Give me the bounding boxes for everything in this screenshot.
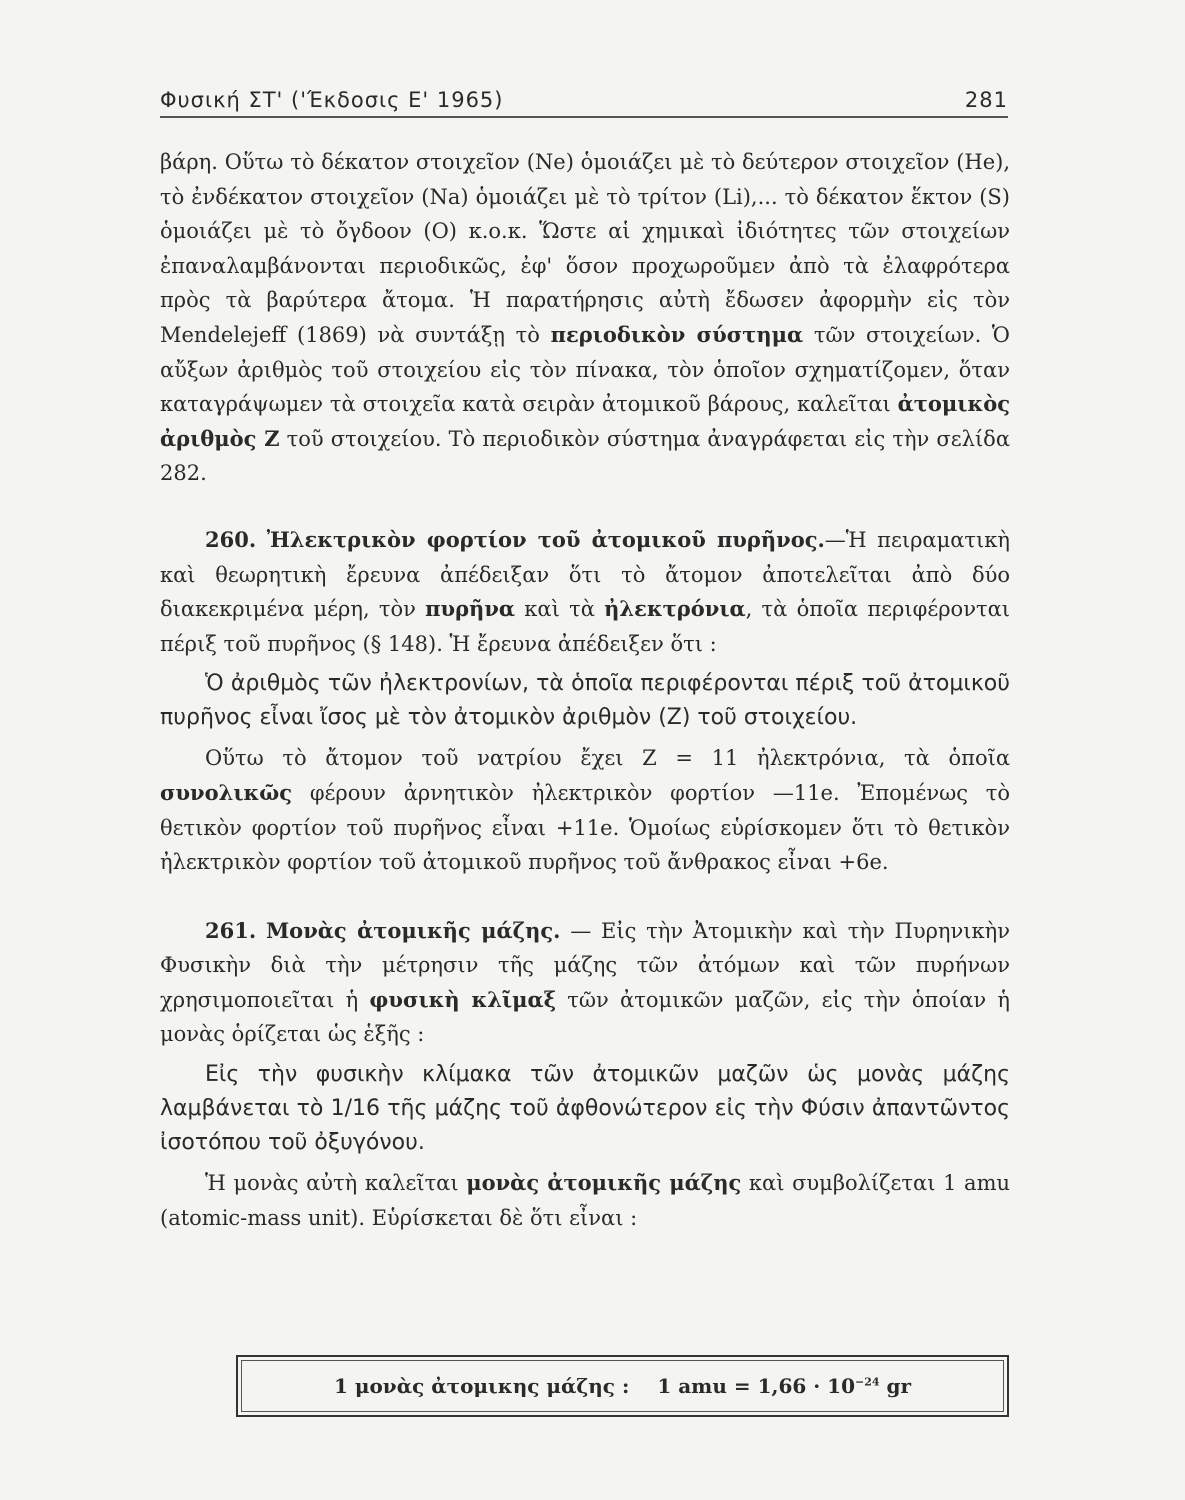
section-261-intro (160, 914, 1010, 1052)
term-amu: μονὰς ἀτομικῆς μάζης (466, 1170, 742, 1196)
formula-box (236, 1355, 1009, 1417)
term-total: συνολικῶς (160, 779, 293, 805)
text-run: , τὰ ὁποῖα περιφέρονται πέριξ τοῦ πυρῆνος (§ 148). Ἡ ἔρευνα ἀπέδειξεν ὅτι : (160, 597, 1010, 656)
text-run: καὶ τὰ (515, 597, 605, 622)
page-number: 281 (964, 88, 1008, 112)
section-title: Μονὰς ἀτομικῆς μάζης. (265, 917, 561, 943)
section-260-rule: Ὁ ἀριθμὸς τῶν ἠλεκτρονίων, τὰ ὁποῖα περιφέρονται πέριξ τοῦ ἀτομικοῦ πυρῆνος εἶναι ἴσος μὲ τὸν ἀτομικὸν ἀριθμὸν (Z) τοῦ στοιχείου. (160, 671, 1010, 731)
running-header (160, 78, 1008, 118)
formula-expr: 1 amu = 1,66 · 10 (657, 1374, 855, 1398)
text-run: Ἡ μονὰς αὐτὴ καλεῖται (205, 1171, 467, 1196)
text-run: — Εἰς τὴν Ἀτομικὴν καὶ τὴν Πυρηνικὴν Φυσικὴν διὰ τὴν μέτρησιν τῆς μάζης τῶν ἀτόμων καὶ τῶν πυρήνων χρησιμοποιεῖται ἡ (160, 918, 1010, 1012)
formula-unit: gr (886, 1374, 912, 1398)
text-run: τῶν ἀτομικῶν μαζῶν, εἰς τὴν ὁποίαν ἡ μονὰς ὁρίζεται ὡς ἑξῆς : (160, 987, 1010, 1047)
paragraph-periodic-system (160, 145, 1010, 491)
term-atomic-number: ἀτομικὸς ἀριθμὸς Z (160, 391, 1010, 451)
text-run: φέρουν ἀρνητικὸν ἠλεκτρικὸν φορτίον —11e. Ἐπομένως τὸ θετικὸν φορτίον τοῦ πυρῆνος εἶναι +11e. Ὁμοίως εὑρίσκομεν ὅτι τὸ θετικὸν ἠλεκτρικὸν φορτίον τοῦ ἀτομικοῦ πυρῆνος τοῦ ἄνθρακος εἶναι +6e. (160, 780, 1010, 875)
section-261-rule: Εἰς τὴν φυσικὴν κλίμακα τῶν ἀτομικῶν μαζῶν ὡς μονὰς μάζης λαμβάνεται τὸ 1/16 τῆς μάζης τοῦ ἀφθονώτερον εἰς τὴν Φύσιν ἀπαντῶντος ἰσοτόπου τοῦ ὀξυγόνου. (160, 1062, 1010, 1156)
section-number: 261. (205, 917, 257, 943)
section-title: Ἠλεκτρικὸν φορτίον τοῦ ἀτομικοῦ πυρῆνος. (266, 526, 825, 552)
header-title: Φυσική ΣΤ' ('Έκδοσις Ε' 1965) (160, 88, 504, 112)
body-text (160, 145, 1010, 1235)
text-run: —Ἡ πειραματικὴ καὶ θεωρητικὴ ἔρευνα ἀπέδειξαν ὅτι τὸ ἄτομον ἀποτελεῖται ἀπὸ δύο διακεκριμένα μέρη, τὸν (160, 527, 1010, 622)
section-260-intro (160, 523, 1010, 661)
text-run: καὶ συμβολίζεται 1 amu (atomic-mass unit). Εὑρίσκεται δὲ ὅτι εἶναι : (160, 1171, 1011, 1230)
formula-expression (657, 1374, 911, 1398)
text-run: Οὕτω τὸ ἄτομον τοῦ νατρίου ἔχει Z = 11 ἠλεκτρόνια, τὰ ὁποῖα (205, 746, 1010, 771)
term-electrons: ἠλεκτρόνια (604, 596, 746, 622)
text-run: τοῦ στοιχείου. Τὸ περιοδικὸν σύστημα ἀναγράφεται εἰς τὴν σελίδα 282. (160, 426, 1011, 486)
section-261-definition (160, 1166, 1010, 1235)
text-run: βάρη. Οὕτω τὸ δέκατον στοιχεῖον (Ne) ὁμοιάζει μὲ τὸ δεύτερον στοιχεῖον (He), τὸ ἐνδέκατον στοιχεῖον (Na) ὁμοιάζει μὲ τὸ τρίτον (Li),... τὸ δέκατον ἕκτον (S) ὁμοιάζει μὲ τὸ ὄγδοον (O) κ.ο.κ. Ὥστε αἱ χημικαὶ ἰδιότητες τῶν στοιχείων ἐπαναλαμβάνονται περιοδικῶς, ἐφ' ὅσον προχωροῦμεν ἀπὸ τὰ ἐλαφρότερα πρὸς τὰ βαρύτερα ἄτομα. Ἡ παρατήρησις αὐτὴ ἔδωσεν ἀφορμὴν εἰς τὸν Mendelejeff (1869) νὰ συντάξῃ τὸ (160, 150, 1010, 347)
term-nucleus: πυρῆνα (425, 596, 516, 622)
formula-label: 1 μονὰς ἀτομικης μάζης : (333, 1374, 630, 1398)
section-260-example (160, 741, 1010, 879)
section-number: 260. (205, 526, 257, 552)
text-run: τῶν στοιχείων. Ὁ αὔξων ἀριθμὸς τοῦ στοιχείου εἰς τὸν πίνακα, τὸν ὁποῖον σχηματίζομεν, ὅταν καταγράψωμεν τὰ στοιχεῖα κατὰ σειρὰν ἀτομικοῦ βάρους, καλεῖται (160, 322, 1010, 417)
term-periodic-system: περιοδικὸν σύστημα (550, 321, 804, 347)
formula-exponent: −24 (855, 1375, 880, 1389)
term-physical-scale: φυσικὴ κλῖμαξ (369, 986, 557, 1012)
